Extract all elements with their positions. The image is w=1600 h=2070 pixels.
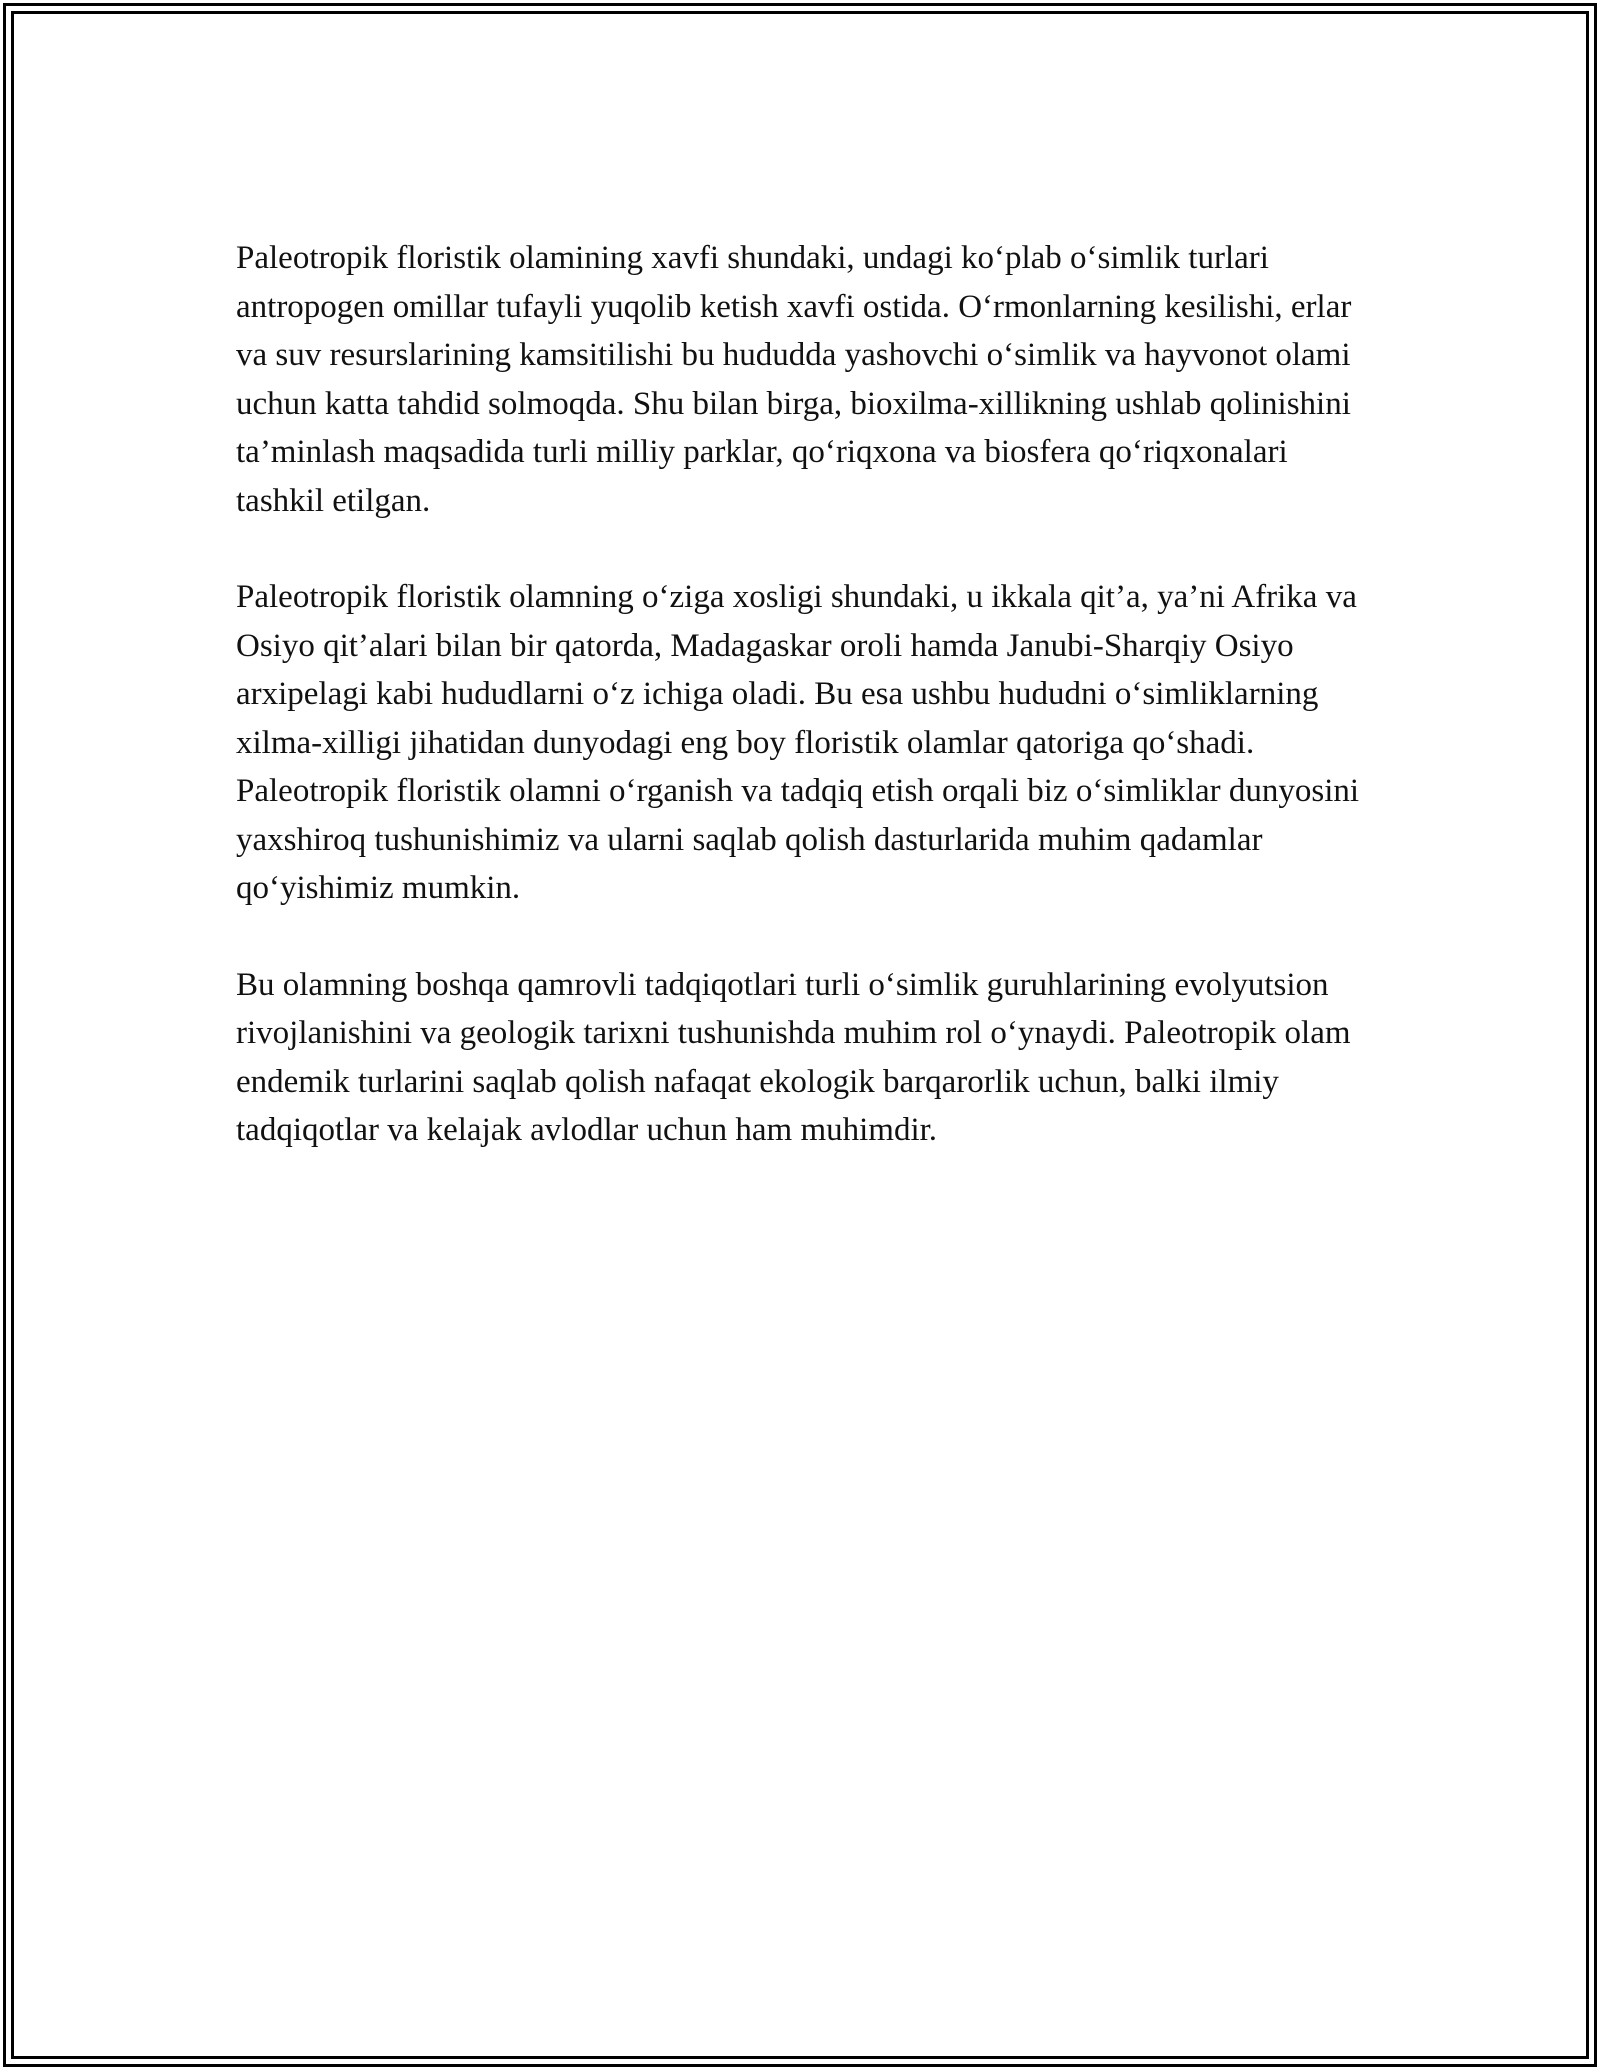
paragraph-3: Bu olamning boshqa qamrovli tadqiqotlari turli o‘simlik guruhlarining evolyutsion rivojlanishini va geologik tarixni tushunishda muhim rol o‘ynaydi. Paleotropik olam endemik turlarini saqlab qolish nafaqat ekologik barqarorlik uchun, balki ilmiy tadqiqotlar va kelajak avlodlar uchun ham muhimdir. xyxy=(236,966,1351,1148)
paragraph-2: Paleotropik floristik olamning o‘ziga xosligi shundaki, u ikkala qit’a, ya’ni Afrika va Osiyo qit’alari bilan bir qatorda, Madagaskar oroli hamda Janubi-Sharqiy Osiyo arxipelagi kabi hududlarni o‘z ichiga oladi. Bu esa ushbu hududni o‘simliklarning xilma-xilligi jihatidan dunyodagi eng boy floristik olamlar qatoriga qo‘shadi. Paleotropik floristik olamni o‘rganish va tadqiq etish orqali biz o‘simliklar dunyosini yaxshiroq tushunishimiz va ularni saqlab qolish dasturlarida muhim qadamlar qo‘yishimiz mumkin. xyxy=(236,579,1360,906)
document-body xyxy=(236,234,1366,1203)
paragraph-1: Paleotropik floristik olamining xavfi shundaki, undagi ko‘plab o‘simlik turlari antropogen omillar tufayli yuqolib ketish xavfi ostida. O‘rmonlarning kesilishi, erlar va suv resurslarining kamsitilishi bu hududda yashovchi o‘simlik va hayvonot olami uchun katta tahdid solmoqda. Shu bilan birga, bioxilma-xillikning ushlab qolinishini ta’minlash maqsadida turli milliy parklar, qo‘riqxona va biosfera qo‘riqxonalari tashkil etilgan. xyxy=(236,240,1352,519)
